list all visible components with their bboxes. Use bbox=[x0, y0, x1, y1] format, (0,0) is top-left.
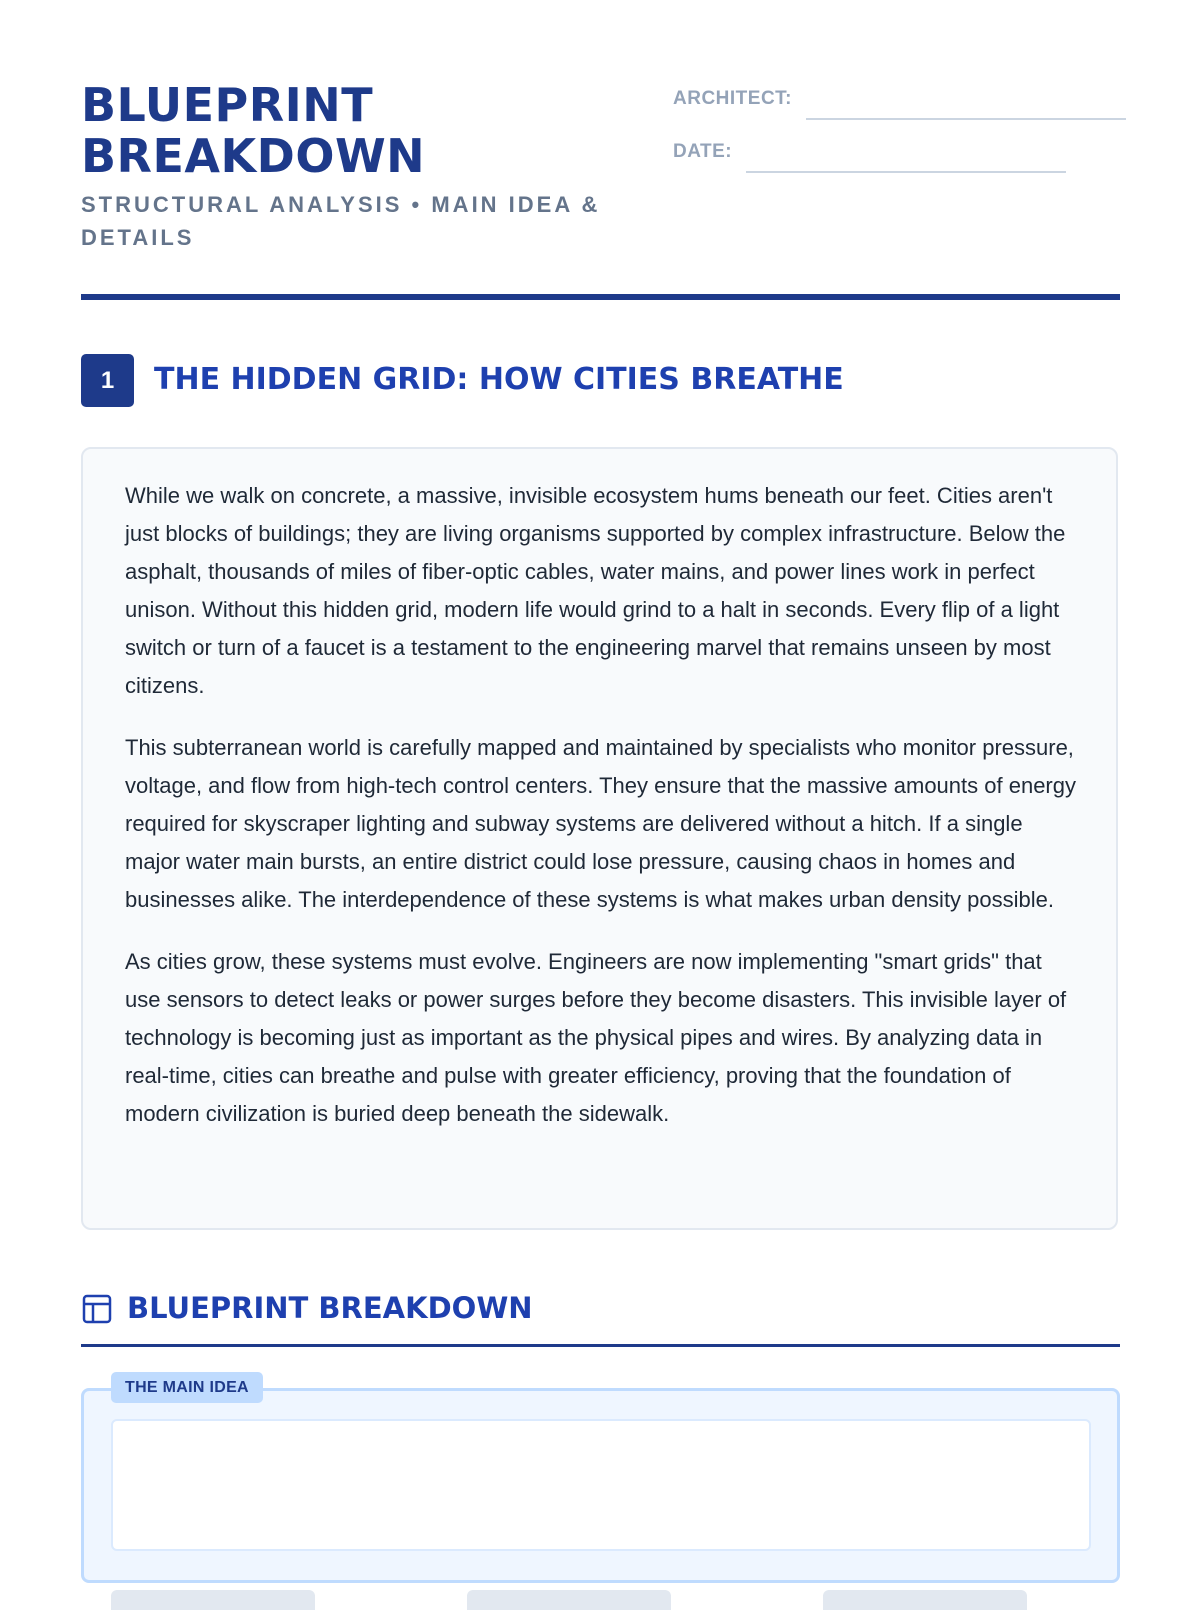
architect-field[interactable] bbox=[806, 118, 1126, 120]
main-idea-answer-field[interactable] bbox=[111, 1419, 1091, 1551]
section-title: THE HIDDEN GRID: HOW CITIES BREATHE bbox=[154, 362, 844, 397]
main-idea-label: THE MAIN IDEA bbox=[111, 1372, 263, 1403]
passage-paragraph-1: While we walk on concrete, a massive, invisible ecosystem hums beneath our feet. Cities aren't just blocks of buildings; they are living organisms supported by complex infrastructure. Below the asphalt, thousands of miles of fiber-optic cables, water mains, and power lines work in perfect unison. Without this hidden grid, modern life would grind to a halt in seconds. Every flip of a light switch or turn of a faucet is a testament to the engineering marvel that remains unseen by most citizens. bbox=[125, 483, 1066, 698]
breakdown-divider bbox=[81, 1344, 1120, 1347]
page-title bbox=[81, 80, 425, 182]
title-line-1: BLUEPRINT bbox=[81, 78, 374, 132]
detail-tab-2 bbox=[467, 1590, 671, 1610]
detail-tab-3 bbox=[823, 1590, 1027, 1610]
date-label: DATE: bbox=[673, 141, 733, 162]
detail-tab-1 bbox=[111, 1590, 315, 1610]
breakdown-title: BLUEPRINT BREAKDOWN bbox=[127, 1291, 533, 1325]
passage-paragraph-3: As cities grow, these systems must evolve. Engineers are now implementing "smart grids" that use sensors to detect leaks or power surges before they become disasters. This invisible layer of technology is becoming just as important as the physical pipes and wires. By analyzing data in real-time, cities can breathe and pulse with greater efficiency, proving that the foundation of modern civilization is buried deep beneath the sidewalk. bbox=[125, 949, 1067, 1126]
section-number-badge: 1 bbox=[81, 354, 134, 407]
title-line-2: BREAKDOWN bbox=[81, 129, 426, 183]
header-divider bbox=[81, 294, 1120, 300]
date-row bbox=[673, 141, 1066, 163]
date-field[interactable] bbox=[746, 171, 1066, 173]
layout-icon bbox=[81, 1293, 113, 1325]
architect-row bbox=[673, 88, 1126, 110]
page-subtitle: STRUCTURAL ANALYSIS • MAIN IDEA & DETAILS bbox=[81, 192, 601, 250]
architect-label: ARCHITECT: bbox=[673, 88, 792, 109]
reading-passage bbox=[81, 447, 1118, 1230]
passage-paragraph-2: This subterranean world is carefully mapped and maintained by specialists who monitor pressure, voltage, and flow from high-tech control centers. They ensure that the massive amounts of energy required for skyscraper lighting and subway systems are delivered without a hitch. If a single major water main bursts, an entire district could lose pressure, causing chaos in homes and businesses alike. The interdependence of these systems is what makes urban density possible. bbox=[125, 735, 1076, 912]
